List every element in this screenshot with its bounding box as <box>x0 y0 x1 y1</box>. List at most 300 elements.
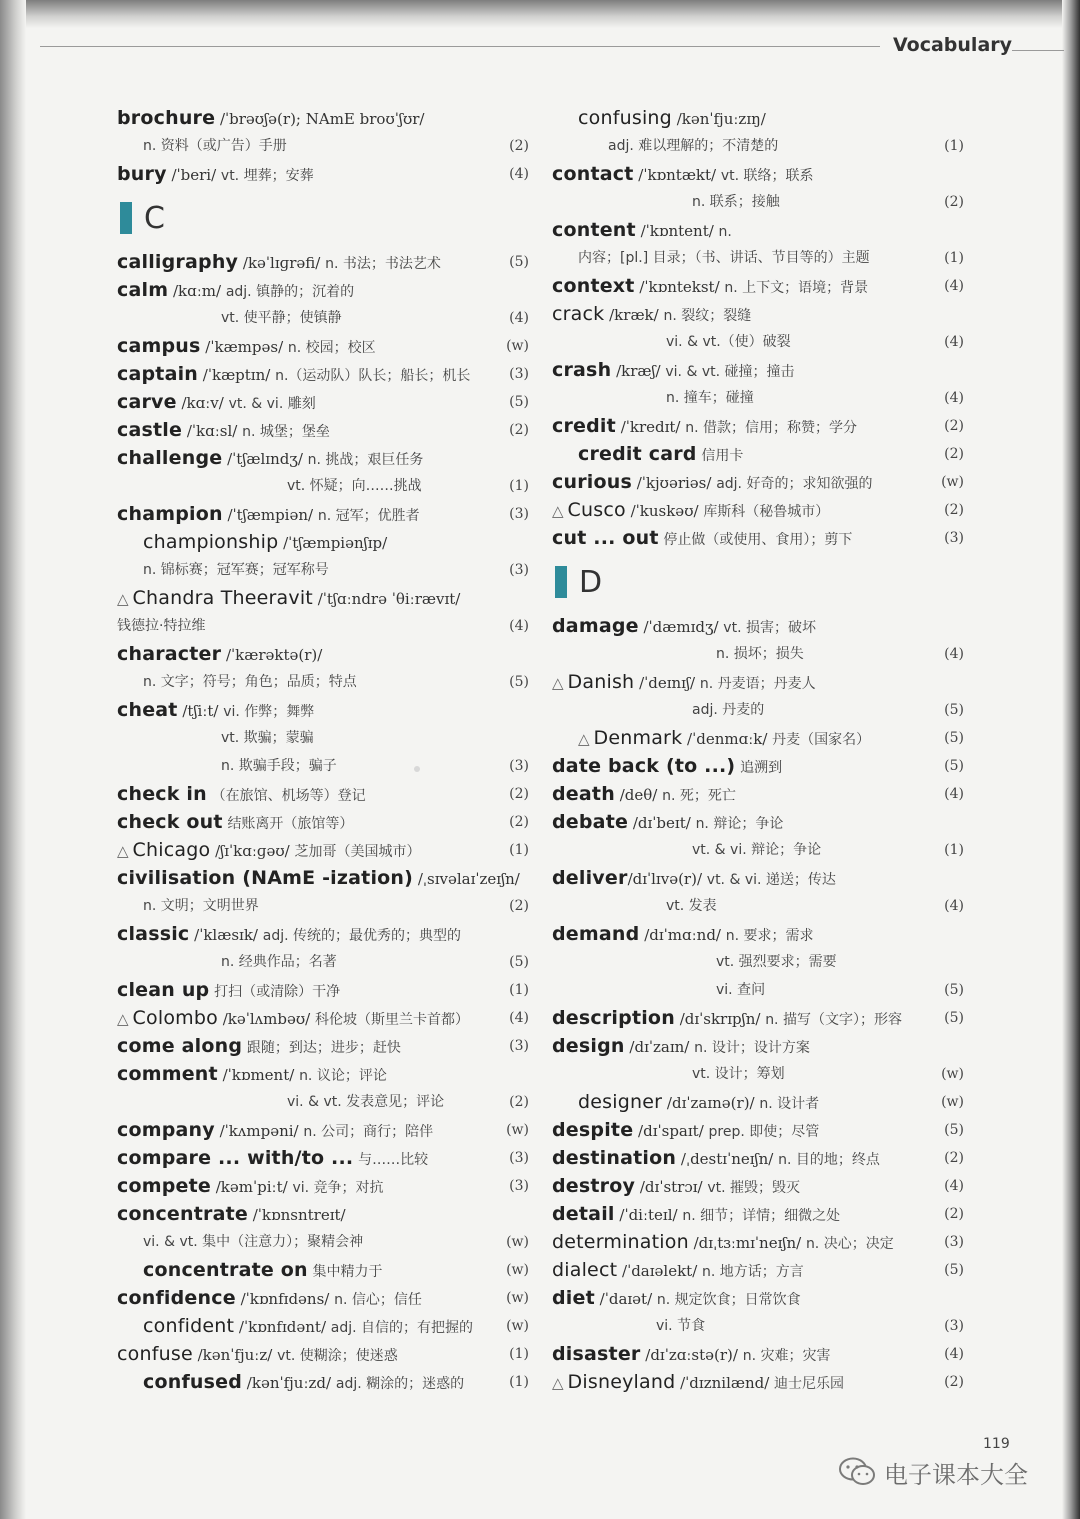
headword: Colombo <box>132 1007 218 1029</box>
unit-number: (4) <box>509 1010 529 1026</box>
phonetic: /kənˈfjuːz/ <box>192 1346 278 1364</box>
vocab-line <box>117 696 529 724</box>
proper-noun-triangle-icon: △ <box>117 842 129 860</box>
unit-number: (3) <box>509 366 529 382</box>
headword: bury <box>117 163 167 185</box>
headword: calm <box>117 279 169 301</box>
phonetic: /dɪˈzaɪn/ <box>624 1038 695 1056</box>
vocab-line <box>552 1200 964 1228</box>
vocab-line <box>552 1004 964 1032</box>
vocab-line <box>552 160 964 188</box>
phonetic: /dɪˈlɪvə(r)/ <box>627 870 707 888</box>
unit-number: (1) <box>944 138 964 154</box>
definition: n. 损坏；损失 <box>716 646 804 662</box>
definition: n. 经典作品；名著 <box>221 954 337 970</box>
definition: （在旅馆、机场等）登记 <box>211 788 366 804</box>
phonetic: /dɪˈbeɪt/ <box>628 814 696 832</box>
definition: n. 联系；接触 <box>692 194 780 210</box>
vocab-line <box>117 416 529 444</box>
headword: Chicago <box>132 839 211 861</box>
unit-number: (5) <box>944 1122 964 1138</box>
unit-number: (2) <box>944 194 964 210</box>
vocab-line <box>552 696 964 724</box>
definition: adj. 自信的；有把握的 <box>330 1320 474 1336</box>
phonetic: /ˈdaɪət/ <box>594 1290 657 1308</box>
vocab-line <box>552 780 964 808</box>
definition: n. 文字；符号；角色；品质；特点 <box>143 674 357 690</box>
page-edge-right <box>1062 0 1080 1519</box>
unit-number: (2) <box>944 418 964 434</box>
unit-number: (5) <box>509 254 529 270</box>
unit-number: (w) <box>941 1066 964 1082</box>
headword: compare ... with/to ... <box>117 1147 354 1169</box>
headword: cut ... out <box>552 527 659 549</box>
definition: n. 公司；商行；陪伴 <box>303 1124 434 1140</box>
unit-number: (4) <box>944 390 964 406</box>
headword: cheat <box>117 699 178 721</box>
definition: vi. 节食 <box>656 1318 706 1334</box>
vocab-line <box>117 332 529 360</box>
unit-number: (5) <box>944 730 964 746</box>
headword: diet <box>552 1287 595 1309</box>
vocab-line <box>552 1060 964 1088</box>
phonetic: /ˈkjʊəriəs/ <box>631 474 717 492</box>
vocab-line <box>552 1256 964 1284</box>
vocab-line <box>117 808 529 836</box>
vocab-line <box>117 1116 529 1144</box>
unit-number: (2) <box>509 138 529 154</box>
definition: vt. 损害；破坏 <box>723 620 816 636</box>
vocab-line <box>552 668 964 696</box>
phonetic: /dɪˈspaɪt/ <box>633 1122 709 1140</box>
headword: brochure <box>117 107 216 129</box>
vocab-line <box>552 468 964 496</box>
vocab-line <box>117 1228 529 1256</box>
definition: n. 灾难；灾害 <box>742 1348 831 1364</box>
definition: 打扫（或清除）干净 <box>214 984 341 1000</box>
unit-number: (w) <box>506 1234 529 1250</box>
headword: Chandra Theeravit <box>132 587 313 609</box>
unit-number: (4) <box>509 166 529 182</box>
unit-number: (2) <box>509 814 529 830</box>
unit-number: (1) <box>509 478 529 494</box>
definition: n. 设计者 <box>759 1096 820 1112</box>
definition: n. 死；死亡 <box>662 788 736 804</box>
vocab-line <box>117 248 529 276</box>
definition: n. 上下文；语境；背景 <box>724 280 869 296</box>
vocab-line <box>117 132 529 160</box>
unit-number: (1) <box>944 842 964 858</box>
definition: n. 议论；评论 <box>299 1068 387 1084</box>
unit-number: (5) <box>944 982 964 998</box>
vocab-line <box>552 1116 964 1144</box>
vocab-line <box>552 188 964 216</box>
unit-number: (1) <box>944 250 964 266</box>
unit-number: (w) <box>506 1122 529 1138</box>
unit-number: (3) <box>944 1234 964 1250</box>
headword: credit card <box>578 443 697 465</box>
definition: 停止做（或使用、食用）；剪下 <box>663 532 853 548</box>
vocab-line <box>552 1340 964 1368</box>
proper-noun-triangle-icon: △ <box>117 1010 129 1028</box>
phonetic: /ˈkɒnfɪdənt/ <box>234 1318 331 1336</box>
unit-number: (5) <box>944 702 964 718</box>
headword: confident <box>143 1315 235 1337</box>
definition: 结账离开（旅馆等） <box>227 816 354 832</box>
unit-number: (4) <box>944 898 964 914</box>
headword: deliver <box>552 867 628 889</box>
unit-number: (4) <box>944 786 964 802</box>
scan-speck <box>414 766 420 772</box>
phonetic: /kənˈfjuːzd/ <box>242 1374 336 1392</box>
phonetic: /dɪˈstrɔɪ/ <box>635 1178 708 1196</box>
right-column <box>552 104 964 1396</box>
phonetic: /ˈkredɪt/ <box>615 418 686 436</box>
definition: vt. 使平静；使镇静 <box>221 310 342 326</box>
vocab-line <box>552 356 964 384</box>
vocab-line <box>117 1004 529 1032</box>
headword: concentrate on <box>143 1259 308 1281</box>
headword: crack <box>552 303 605 325</box>
vocab-line <box>117 948 529 976</box>
section-bar <box>120 202 132 234</box>
definition: 钱德拉·特拉维 <box>117 618 206 634</box>
definition: adj. 丹麦的 <box>692 702 765 718</box>
phonetic: /ˈkæptɪn/ <box>198 366 276 384</box>
vocab-line <box>117 528 529 556</box>
headword: determination <box>552 1231 689 1253</box>
definition: n. 文明；文明世界 <box>143 898 259 914</box>
vocab-line <box>552 920 964 948</box>
headword: credit <box>552 415 616 437</box>
vocab-line <box>552 272 964 300</box>
proper-noun-triangle-icon: △ <box>552 1374 564 1392</box>
unit-number: (1) <box>509 842 529 858</box>
vocab-line <box>117 584 529 612</box>
headword: challenge <box>117 447 223 469</box>
headword: confidence <box>117 1287 236 1309</box>
vocab-line <box>552 1312 964 1340</box>
definition: 跟随；到达；进步；赶快 <box>246 1040 401 1056</box>
vocab-line <box>117 668 529 696</box>
phonetic: /kɑːv/ <box>176 394 229 412</box>
definition: 信用卡 <box>701 448 744 464</box>
vocab-line <box>552 640 964 668</box>
section-letter: C <box>144 200 165 236</box>
vocab-line <box>117 752 529 780</box>
vocab-line <box>117 864 529 892</box>
vocab-line <box>117 640 529 668</box>
unit-number: (5) <box>944 1262 964 1278</box>
phonetic: /kəmˈpiːt/ <box>210 1178 293 1196</box>
phonetic: /ˈberi/ <box>166 166 221 184</box>
section-letter: D <box>579 564 603 600</box>
phonetic: /kəˈlɪɡrəfi/ <box>238 254 326 272</box>
phonetic: /ˈkɒntækt/ <box>633 166 721 184</box>
phonetic: /kəˈlʌmbəʊ/ <box>217 1010 315 1028</box>
vocab-line <box>552 216 964 244</box>
phonetic: /ˈtʃælɪndʒ/ <box>222 450 308 468</box>
headword: confuse <box>117 1343 193 1365</box>
headword: compete <box>117 1175 211 1197</box>
phonetic: /ˈdæmɪdʒ/ <box>638 618 724 636</box>
phonetic: /dɪˈzaɪnə(r)/ <box>662 1094 760 1112</box>
vocab-line <box>552 612 964 640</box>
vocab-line <box>552 1228 964 1256</box>
phonetic: /dɪˈmɑːnd/ <box>639 926 726 944</box>
definition: n. 书法；书法艺术 <box>325 256 441 272</box>
headword: castle <box>117 419 183 441</box>
definition: n. 借款；信用；称赞；学分 <box>685 420 858 436</box>
unit-number: (1) <box>509 982 529 998</box>
unit-number: (5) <box>509 954 529 970</box>
definition: n.（运动队）队长；船长；机长 <box>275 368 471 384</box>
definition: n. 城堡；堡垒 <box>242 424 330 440</box>
headword: Danish <box>567 671 635 693</box>
definition: 芝加哥（美国城市） <box>294 844 421 860</box>
headword: detail <box>552 1203 615 1225</box>
phonetic: /ˈdeɪnɪʃ/ <box>634 674 700 692</box>
headword: crash <box>552 359 612 381</box>
definition: vi. 查问 <box>716 982 766 998</box>
definition: n. 资料（或广告）手册 <box>143 138 287 154</box>
vocab-line <box>552 808 964 836</box>
vocab-line <box>117 724 529 752</box>
headword: confused <box>143 1371 243 1393</box>
unit-number: (5) <box>509 394 529 410</box>
vocab-line <box>117 500 529 528</box>
headword: designer <box>578 1091 663 1113</box>
headword: demand <box>552 923 640 945</box>
headword: content <box>552 219 636 241</box>
vocab-line <box>117 304 529 332</box>
phonetic: /ˌsɪvəlaɪˈzeɪʃn/ <box>413 870 520 888</box>
unit-number: (3) <box>509 562 529 578</box>
unit-number: (w) <box>506 1318 529 1334</box>
vocab-line <box>552 1284 964 1312</box>
unit-number: (2) <box>944 502 964 518</box>
vocab-line <box>552 104 964 132</box>
unit-number: (w) <box>506 338 529 354</box>
proper-noun-triangle-icon: △ <box>578 730 590 748</box>
phonetic: /ˈdɪznilænd/ <box>675 1374 775 1392</box>
definition: n. 冠军；优胜者 <box>317 508 420 524</box>
headword: check in <box>117 783 207 805</box>
vocab-line <box>117 388 529 416</box>
vocab-line <box>117 1312 529 1340</box>
phonetic: /ˈkɒntekst/ <box>634 278 725 296</box>
phonetic: /kræk/ <box>604 306 664 324</box>
phonetic: /ˈdiːteɪl/ <box>614 1206 683 1224</box>
vocab-line <box>552 864 964 892</box>
definition: vi. 竞争；对抗 <box>292 1180 384 1196</box>
headword: carve <box>117 391 177 413</box>
definition: vt. 欺骗；蒙骗 <box>221 730 314 746</box>
vocab-line <box>552 440 964 468</box>
definition: vt. & vi. 递送；传达 <box>706 872 836 888</box>
unit-number: (3) <box>944 530 964 546</box>
definition: vi. & vt. 集中（注意力）；聚精会神 <box>143 1234 364 1250</box>
vocab-line <box>117 836 529 864</box>
vocab-line <box>552 948 964 976</box>
definition: vi. & vt. 发表意见；评论 <box>287 1094 445 1110</box>
definition: 集中精力于 <box>312 1264 383 1280</box>
phonetic: /ˈkɒnfɪdəns/ <box>235 1290 335 1308</box>
definition: 库斯科（秘鲁城市） <box>703 504 830 520</box>
vocab-line <box>552 1032 964 1060</box>
headword: date back (to ...) <box>552 755 736 777</box>
unit-number: (2) <box>944 1374 964 1390</box>
vocab-line <box>552 1368 964 1396</box>
vocab-line <box>552 724 964 752</box>
phonetic: /ˈkærəktə(r)/ <box>221 646 323 664</box>
definition: vt. 联络；联系 <box>720 168 814 184</box>
definition: n. 欺骗手段；骗子 <box>221 758 337 774</box>
definition: vt. 强烈要求；需要 <box>716 954 837 970</box>
phonetic: /dɪˈzɑːstə(r)/ <box>640 1346 743 1364</box>
vocab-line <box>117 1060 529 1088</box>
section-header-c <box>117 188 529 248</box>
definition: n. 目的地；终点 <box>778 1152 880 1168</box>
headword: dialect <box>552 1259 618 1281</box>
definition: vi. & vt. 碰撞；撞击 <box>665 364 795 380</box>
section-bar <box>555 566 567 598</box>
unit-number: (w) <box>941 1094 964 1110</box>
vocab-line <box>117 1256 529 1284</box>
watermark-text: 电子课本大全 <box>884 1460 1028 1489</box>
unit-number: (3) <box>509 758 529 774</box>
proper-noun-triangle-icon: △ <box>552 502 564 520</box>
phonetic: /dɪˈskrɪpʃn/ <box>674 1010 766 1028</box>
definition: vt. 使糊涂；使迷惑 <box>277 1348 398 1364</box>
headword: Denmark <box>593 727 683 749</box>
definition: n. 裂纹；裂缝 <box>663 308 752 324</box>
page-edge-left <box>0 0 26 1519</box>
headword: debate <box>552 811 629 833</box>
headword: campus <box>117 335 201 357</box>
vocab-line <box>117 556 529 584</box>
unit-number: (4) <box>944 278 964 294</box>
definition: vi. & vt.（使）破裂 <box>666 334 791 350</box>
unit-number: (3) <box>509 1038 529 1054</box>
phonetic: /kɑːm/ <box>168 282 226 300</box>
watermark <box>838 1452 1028 1492</box>
vocab-line <box>117 1368 529 1396</box>
section-header-d <box>552 552 964 612</box>
phonetic: /ˈkʌmpəni/ <box>214 1122 304 1140</box>
phonetic: /ˈbrəʊʃə(r); NAmE broʊˈʃʊr/ <box>215 110 425 128</box>
phonetic: /kræʃ/ <box>611 362 666 380</box>
headword: Cusco <box>567 499 626 521</box>
vocab-line <box>552 1172 964 1200</box>
definition: 丹麦（国家名） <box>772 732 871 748</box>
definition: n. 丹麦语；丹麦人 <box>699 676 816 692</box>
unit-number: (4) <box>509 618 529 634</box>
vocab-line <box>117 444 529 472</box>
definition: 科伦坡（斯里兰卡首都） <box>314 1012 469 1028</box>
vocab-line <box>552 244 964 272</box>
unit-number: (1) <box>509 1346 529 1362</box>
phonetic: /ˈtʃæmpiənʃɪp/ <box>278 534 388 552</box>
unit-number: (1) <box>509 1374 529 1390</box>
definition: 与……比较 <box>358 1152 429 1168</box>
headword: description <box>552 1007 675 1029</box>
definition: n. 地方话；方言 <box>702 1264 804 1280</box>
headword: check out <box>117 811 223 833</box>
vocab-line <box>117 1144 529 1172</box>
headword: Disneyland <box>567 1371 676 1393</box>
vocab-line <box>117 780 529 808</box>
headword: death <box>552 783 615 805</box>
headword: captain <box>117 363 199 385</box>
unit-number: (4) <box>944 1178 964 1194</box>
unit-number: (3) <box>509 1150 529 1166</box>
definition: n. 辩论；争论 <box>695 816 784 832</box>
headword: clean up <box>117 979 210 1001</box>
phonetic: /ˈdenmɑːk/ <box>682 730 773 748</box>
definition: adj. 传统的；最优秀的；典型的 <box>262 928 461 944</box>
unit-number: (2) <box>944 1150 964 1166</box>
page-header-title: Vocabulary <box>893 34 1013 56</box>
headword: destination <box>552 1147 677 1169</box>
phonetic: /ˈkuskəʊ/ <box>625 502 704 520</box>
wechat-icon <box>838 1456 876 1488</box>
headword: destroy <box>552 1175 636 1197</box>
vocab-line <box>117 1340 529 1368</box>
phonetic: /ˈklæsɪk/ <box>189 926 263 944</box>
proper-noun-triangle-icon: △ <box>552 674 564 692</box>
vocab-line <box>117 360 529 388</box>
definition: adj. 好奇的；求知欲强的 <box>716 476 873 492</box>
vocab-line <box>552 976 964 1004</box>
headword: curious <box>552 471 632 493</box>
vocab-line <box>117 892 529 920</box>
left-column <box>117 104 529 1396</box>
vocab-line <box>552 836 964 864</box>
unit-number: (5) <box>944 1010 964 1026</box>
phonetic: /ˈtʃɑːndrə ˈθiːrævɪt/ <box>312 590 461 608</box>
headword: company <box>117 1119 215 1141</box>
definition: n. 要求；需求 <box>725 928 814 944</box>
phonetic: /kənˈfjuːzɪŋ/ <box>671 110 766 128</box>
phonetic: /ˈkɑːsl/ <box>182 422 243 440</box>
unit-number: (3) <box>944 1318 964 1334</box>
unit-number: (3) <box>509 506 529 522</box>
vocab-line <box>117 1200 529 1228</box>
headword: concentrate <box>117 1203 248 1225</box>
definition: adj. 镇静的；沉着的 <box>225 284 355 300</box>
headword: despite <box>552 1119 634 1141</box>
unit-number: (5) <box>509 674 529 690</box>
definition: vt. & vi. 辩论；争论 <box>692 842 822 858</box>
definition: n. 决心；决定 <box>805 1236 894 1252</box>
definition: 追溯到 <box>740 760 783 776</box>
definition: n. 规定饮食；日常饮食 <box>656 1292 801 1308</box>
vocab-line <box>552 384 964 412</box>
unit-number: (3) <box>509 1178 529 1194</box>
vocab-line <box>117 1088 529 1116</box>
vocab-line <box>552 752 964 780</box>
unit-number: (4) <box>509 310 529 326</box>
unit-number: (5) <box>944 758 964 774</box>
headword: damage <box>552 615 639 637</box>
vocab-line <box>117 472 529 500</box>
headword: contact <box>552 163 634 185</box>
vocab-line <box>552 132 964 160</box>
phonetic: /tʃiːt/ <box>177 702 224 720</box>
vocab-line <box>117 1284 529 1312</box>
unit-number: (2) <box>509 786 529 802</box>
